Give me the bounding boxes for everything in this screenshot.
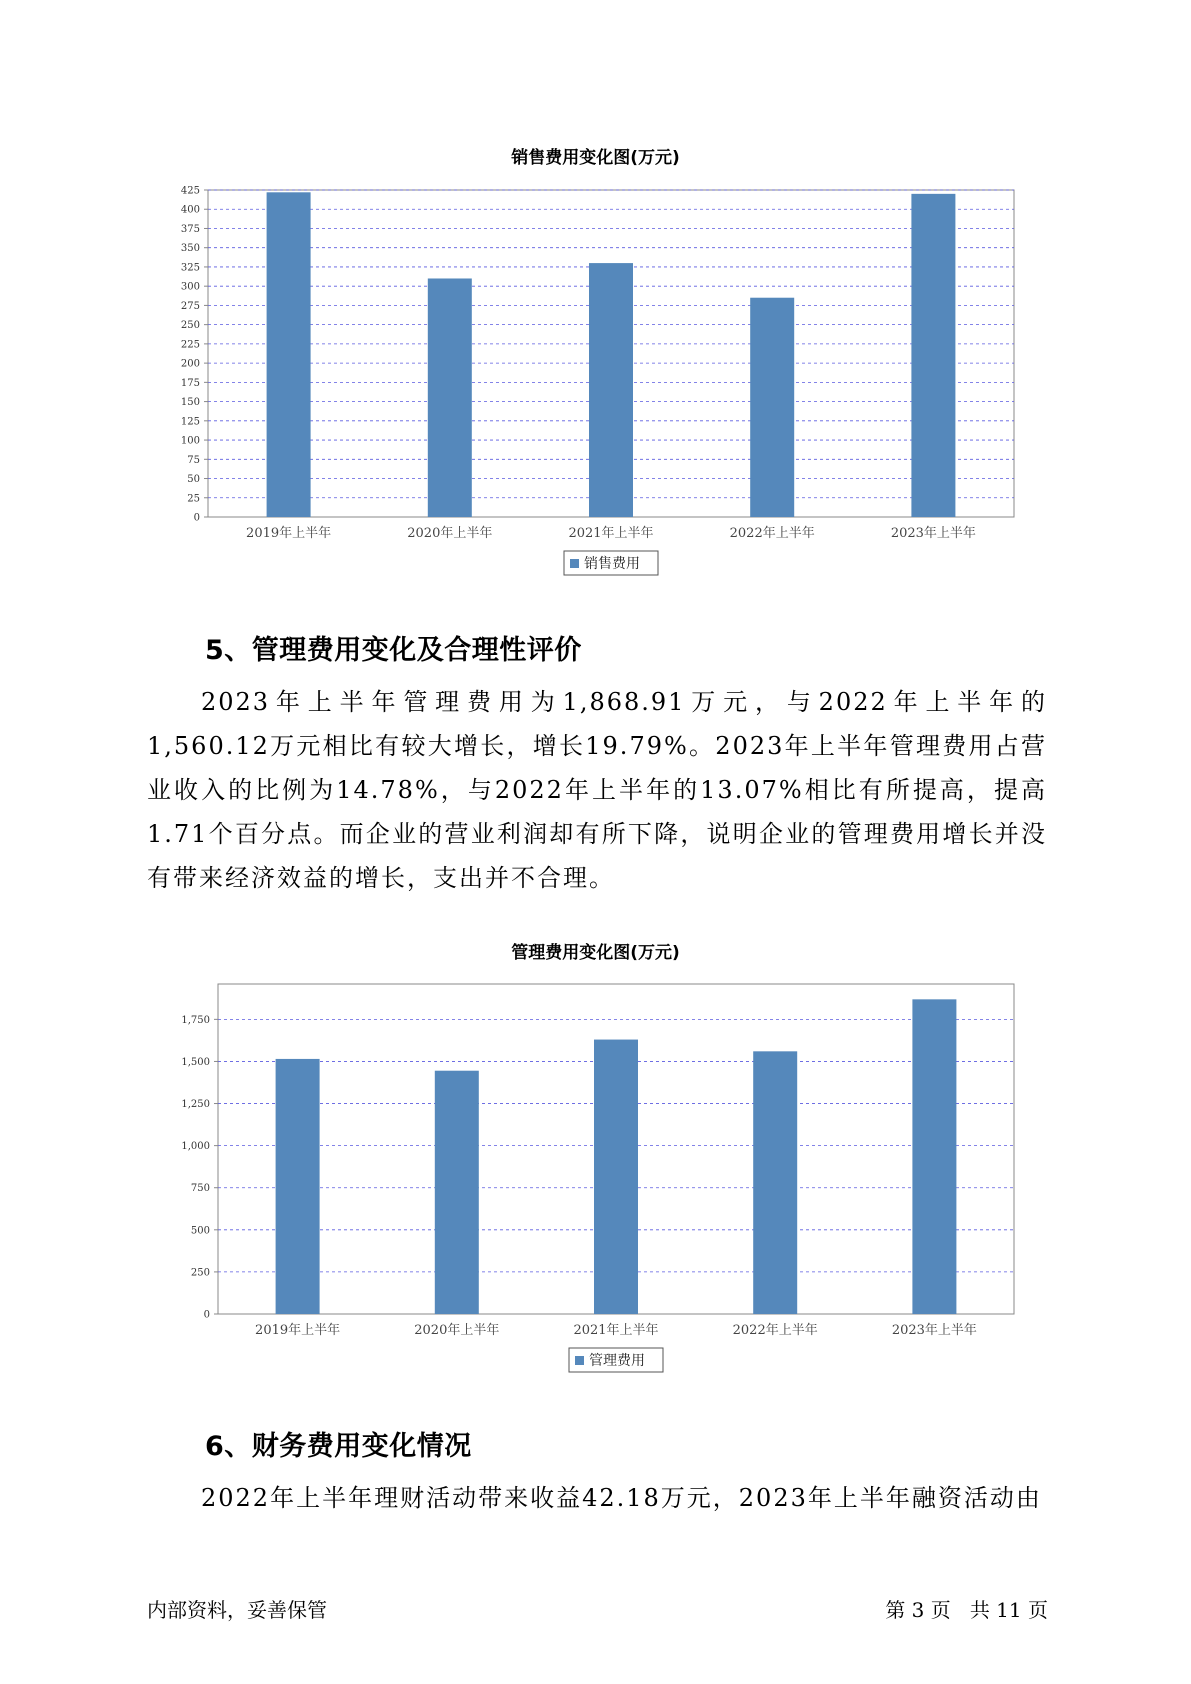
admin-expense-chart	[0, 965, 1191, 1390]
y-tick-label: 400	[180, 204, 200, 216]
y-tick-label: 500	[190, 1225, 210, 1237]
legend-label: 管理费用	[589, 1353, 645, 1369]
y-tick-label: 1,000	[181, 1141, 210, 1153]
bar	[267, 192, 311, 517]
x-tick-label: 2020年上半年	[407, 526, 493, 541]
chart-title-admin: 管理费用变化图(万元)	[511, 943, 680, 963]
y-tick-label: 50	[187, 474, 200, 486]
y-tick-label: 175	[180, 377, 200, 389]
footer-page-number: 第 3 页 共 11 页	[885, 1598, 1048, 1622]
footer-confidential: 内部资料，妥善保管	[147, 1598, 327, 1622]
y-tick-label: 200	[180, 358, 200, 370]
bar	[589, 263, 633, 517]
bar	[276, 1059, 320, 1314]
bar	[435, 1071, 479, 1314]
x-tick-label: 2022年上半年	[729, 526, 815, 541]
chart-title-sales: 销售费用变化图(万元)	[511, 148, 680, 168]
x-tick-label: 2020年上半年	[414, 1323, 500, 1338]
y-tick-label: 0	[193, 512, 200, 524]
y-tick-label: 125	[180, 416, 200, 428]
y-tick-label: 1,500	[181, 1056, 210, 1068]
x-tick-label: 2023年上半年	[890, 526, 976, 541]
bar	[911, 194, 955, 517]
y-tick-label: 250	[190, 1267, 210, 1279]
legend-label: 销售费用	[584, 556, 640, 572]
y-tick-label: 100	[180, 435, 200, 447]
y-tick-label: 375	[180, 223, 200, 235]
x-tick-label: 2019年上半年	[246, 526, 332, 541]
legend-swatch	[575, 1356, 584, 1365]
y-tick-label: 300	[180, 281, 200, 293]
bar	[912, 999, 956, 1314]
section6-paragraph: 2022年上半年理财活动带来收益42.18万元，2023年上半年融资活动由	[201, 1484, 1042, 1512]
sales-expense-chart	[0, 170, 1191, 590]
section5-heading: 5、管理费用变化及合理性评价	[205, 635, 582, 666]
y-tick-label: 75	[187, 454, 200, 466]
section5-paragraph: 2023年上半年管理费用为1,868.91万元，与2022年上半年的1,560.12万元相比有较大增长，增长19.79%。2023年上半年管理费用占营业收入的比例为14.78%，与2022年上半年的13.07%相比有所提高，提高1.71个百分点。而企业的营业利润却有所下降，说明企业的管理费用增长并没有带来经济效益的增长，支出并不合理。	[147, 688, 1047, 892]
y-tick-label: 0	[203, 1309, 210, 1321]
y-tick-label: 1,750	[181, 1014, 210, 1026]
y-tick-label: 750	[190, 1183, 210, 1195]
y-tick-label: 325	[180, 262, 200, 274]
x-tick-label: 2021年上半年	[568, 526, 654, 541]
bar	[594, 1040, 638, 1314]
y-tick-label: 150	[180, 397, 200, 409]
y-tick-label: 425	[180, 185, 200, 197]
y-tick-label: 25	[187, 493, 200, 505]
y-tick-label: 350	[180, 243, 200, 255]
bar	[750, 298, 794, 517]
bar	[753, 1051, 797, 1314]
y-tick-label: 225	[180, 339, 200, 351]
legend-swatch	[570, 559, 579, 568]
x-tick-label: 2019年上半年	[255, 1323, 341, 1338]
section6-heading: 6、财务费用变化情况	[205, 1431, 472, 1462]
x-tick-label: 2022年上半年	[732, 1323, 818, 1338]
x-tick-label: 2023年上半年	[891, 1323, 977, 1338]
x-tick-label: 2021年上半年	[573, 1323, 659, 1338]
bar	[428, 278, 472, 517]
y-tick-label: 1,250	[181, 1099, 210, 1111]
y-tick-label: 275	[180, 300, 200, 312]
y-tick-label: 250	[180, 320, 200, 332]
